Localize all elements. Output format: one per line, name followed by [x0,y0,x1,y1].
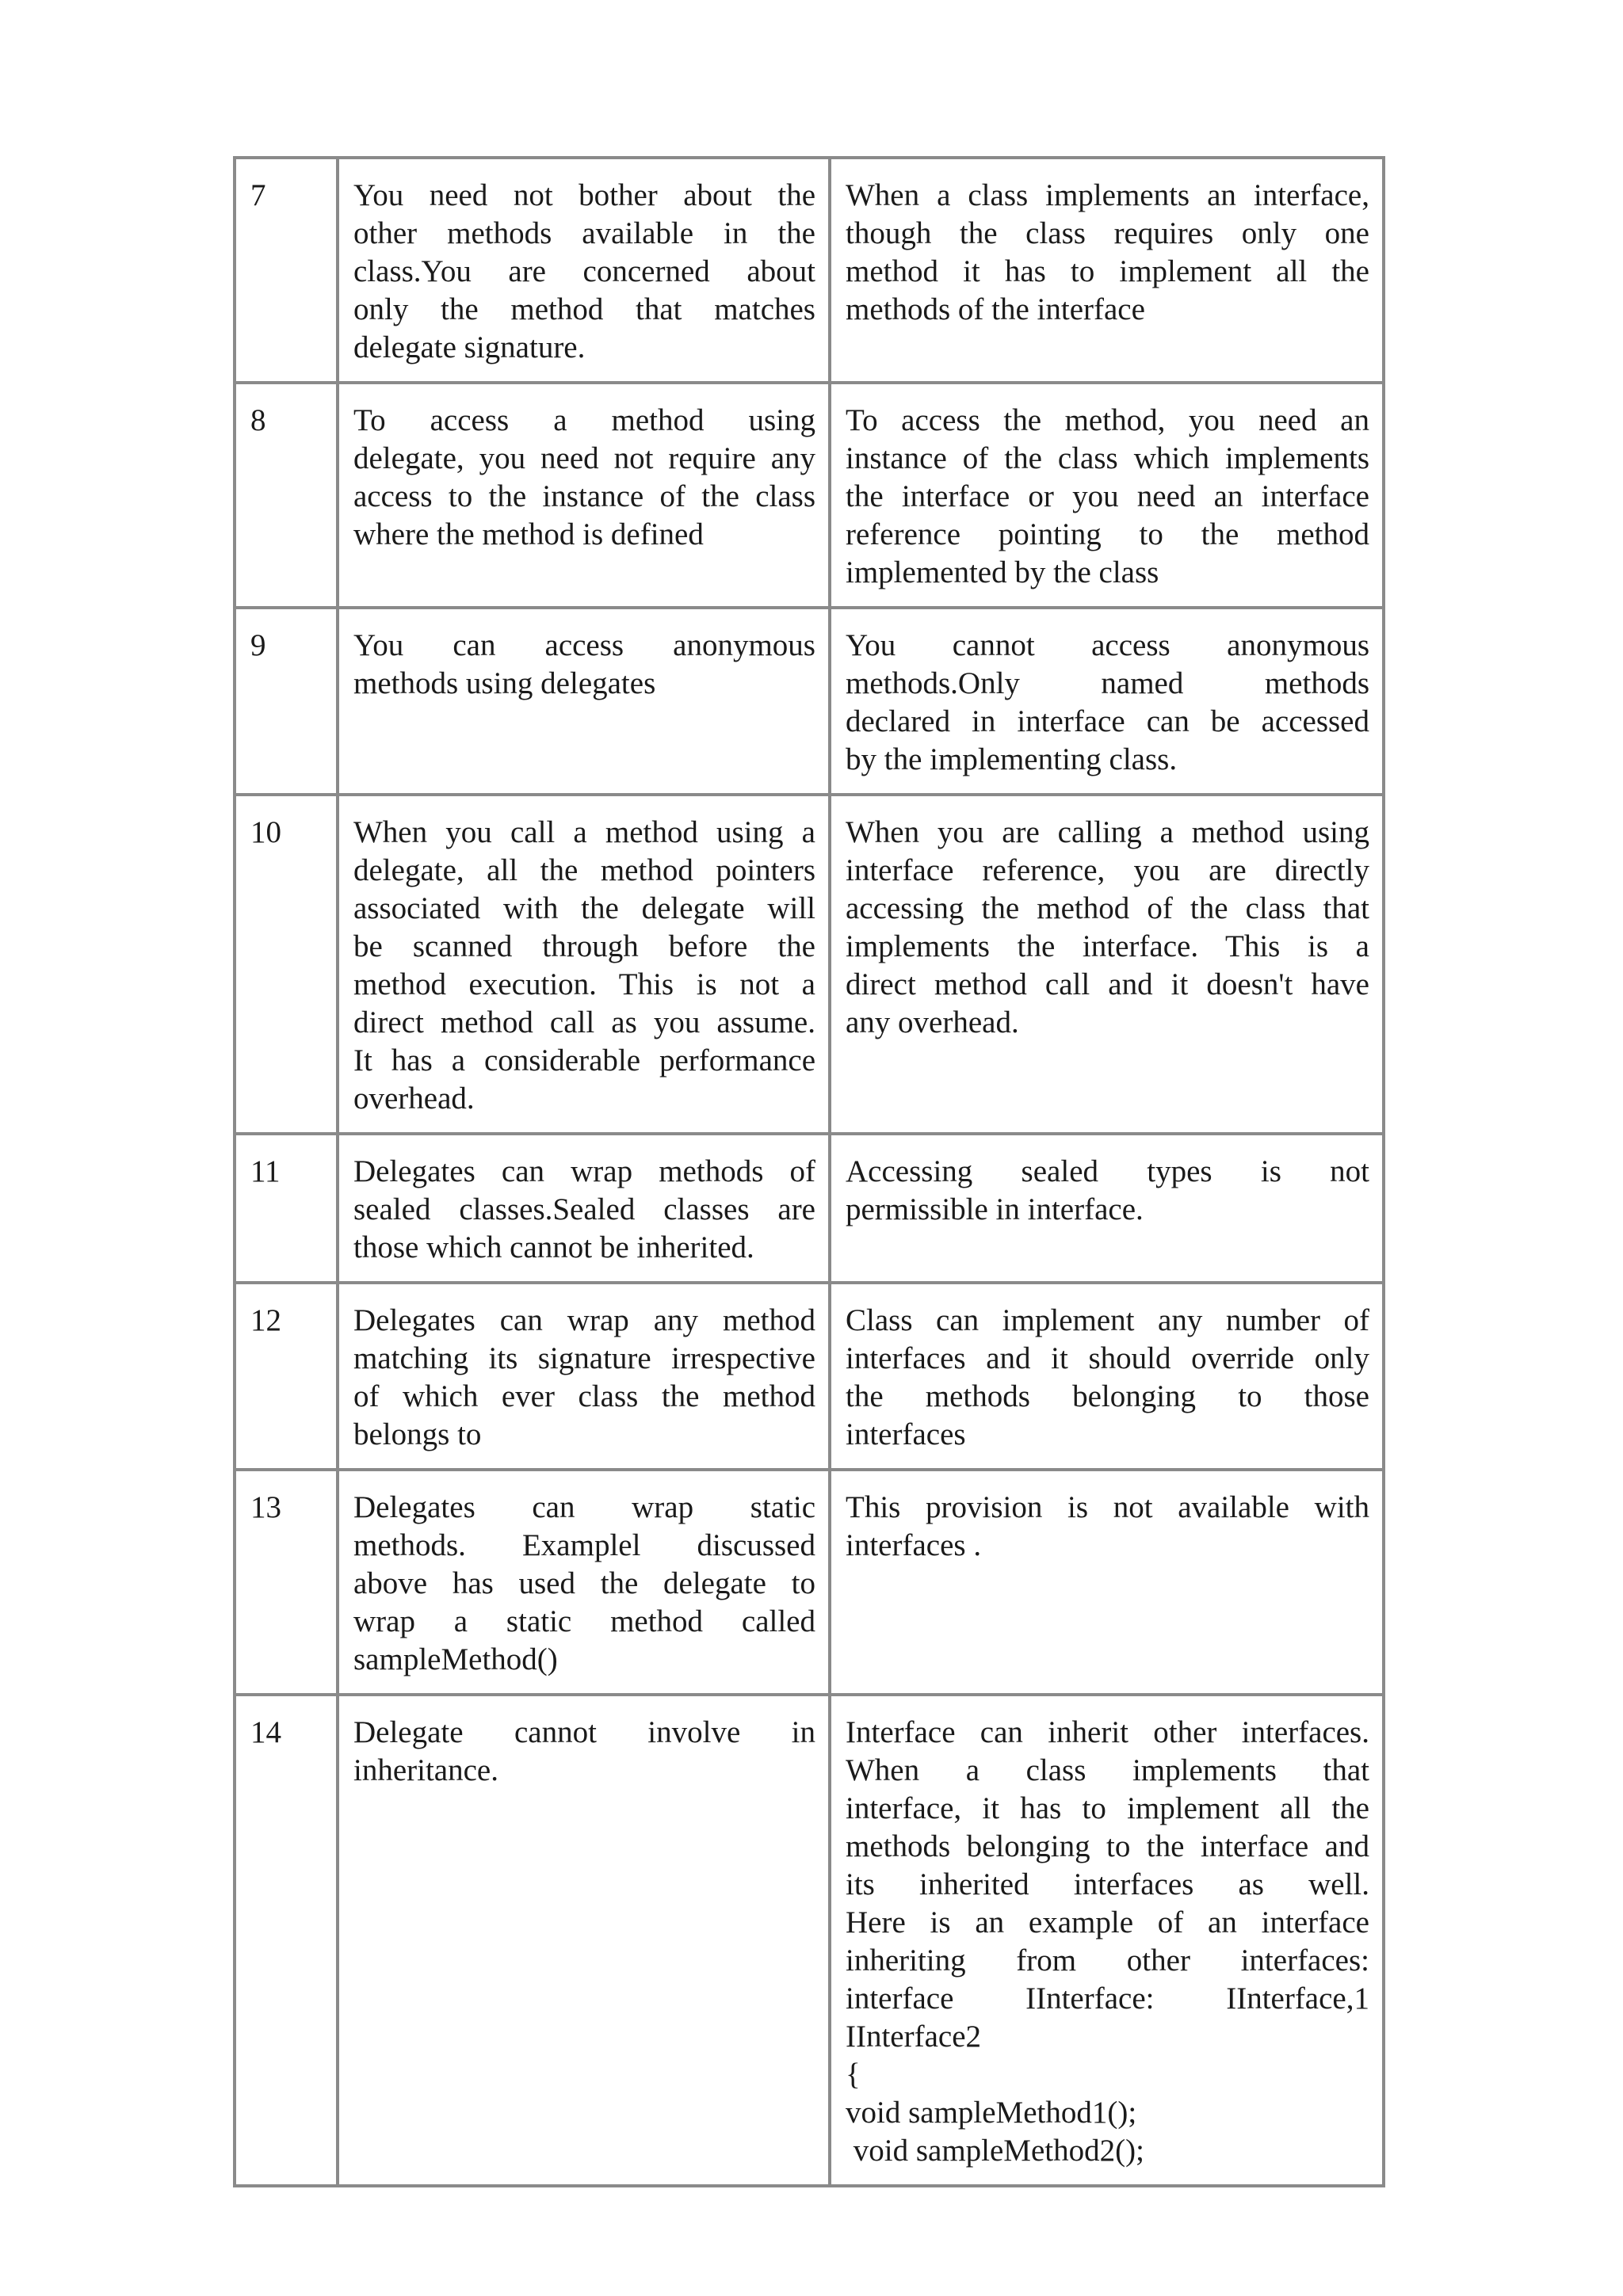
row-number-cell: 11 [235,1134,338,1283]
text-line: You can access anonymous [353,628,815,662]
table-row [235,1470,1384,1695]
interface-cell [830,608,1384,795]
text-line: You cannot access anonymous [846,628,1369,662]
interface-cell [830,1134,1384,1283]
table-row [235,158,1384,383]
delegate-cell [338,1695,830,2186]
text-line: interfaces [846,1417,966,1451]
text-line: Class can implement any number of [846,1303,1369,1337]
text-line: interfaces . [846,1528,982,1562]
interface-cell [830,1283,1384,1470]
text-line: IInterface2 [846,2019,982,2054]
text-line: implements the interface. This is a [846,929,1369,963]
text-line: by the implementing class. [846,742,1178,776]
text-line: its inherited interfaces as well. [846,1867,1369,1901]
code-line: void sampleMethod1(); [846,2096,1137,2130]
text-line: Delegates can wrap static [353,1490,815,1524]
table-row [235,1134,1384,1283]
text-line: of which ever class the method [353,1379,815,1413]
delegate-cell [338,795,830,1134]
text-line: This provision is not available with [846,1490,1369,1524]
delegate-cell [338,383,830,608]
text-line: class.You are concerned about [353,254,815,288]
text-line: declared in interface can be accessed [846,704,1369,738]
text-line: It has a considerable performance [353,1043,815,1077]
text-line: overhead. [353,1081,475,1116]
text-line: the interface or you need an interface [846,479,1369,513]
text-line: methods.Only named methods [846,666,1369,700]
text-line: methods of the interface [846,292,1145,326]
text-line: matching its signature irrespective [353,1341,815,1375]
text-line: delegate, all the method pointers [353,853,815,887]
text-line: interface, it has to implement all the [846,1791,1369,1825]
text-line: the methods belonging to those [846,1379,1369,1413]
text-line: inheriting from other interfaces: [846,1943,1369,1978]
text-line: Delegates can wrap any method [353,1303,815,1337]
text-line: any overhead. [846,1005,1019,1039]
text-line: methods using delegates [353,666,656,700]
table-row [235,795,1384,1134]
text-line: interfaces and it should override only [846,1341,1369,1375]
delegate-cell [338,1134,830,1283]
interface-cell [830,383,1384,608]
text-line: access to the instance of the class [353,479,815,513]
text-line: interface reference, you are directly [846,853,1369,887]
text-line: direct method call as you assume. [353,1005,815,1039]
text-line: When a class implements an interface, [846,178,1369,212]
row-number-cell: 8 [235,383,338,608]
text-line: When you call a method using a [353,815,815,849]
text-line: though the class requires only one [846,216,1369,250]
text-line: belongs to [353,1417,482,1451]
text-line: inheritance. [353,1753,498,1787]
text-line: Interface can inherit other interfaces. [846,1715,1369,1749]
text-line: You need not bother about the [353,178,815,212]
text-line: methods. Examplel discussed [353,1528,815,1562]
text-line: sealed classes.Sealed classes are [353,1192,815,1226]
text-line: above has used the delegate to [353,1566,815,1600]
text-line: where the method is defined [353,517,704,551]
row-number-cell: 14 [235,1695,338,2186]
code-line: void sampleMethod2(); [846,2134,1144,2168]
comparison-table-body [235,158,1384,2186]
delegate-cell [338,1470,830,1695]
text-line: To access the method, you need an [846,403,1369,437]
delegate-cell [338,608,830,795]
text-line: be scanned through before the [353,929,815,963]
text-line: direct method call and it doesn't have [846,967,1369,1001]
text-line: method execution. This is not a [353,967,815,1001]
text-line: other methods available in the [353,216,815,250]
table-row [235,1695,1384,2186]
text-line: accessing the method of the class that [846,891,1369,925]
interface-cell [830,1470,1384,1695]
text-line: those which cannot be inherited. [353,1230,754,1264]
row-number-cell: 10 [235,795,338,1134]
text-line: method it has to implement all the [846,254,1369,288]
text-line: wrap a static method called [353,1604,815,1638]
table-row [235,1283,1384,1470]
code-line: { [846,2058,861,2092]
row-number-cell: 12 [235,1283,338,1470]
text-line: implemented by the class [846,555,1159,589]
text-line: When a class implements that [846,1753,1369,1787]
text-line: sampleMethod() [353,1642,558,1676]
text-line: only the method that matches [353,292,815,326]
text-line: Here is an example of an interface [846,1905,1369,1939]
text-line: When you are calling a method using [846,815,1369,849]
comparison-table [233,156,1385,2187]
delegate-cell [338,1283,830,1470]
text-line: delegate signature. [353,330,586,364]
text-line: interface IInterface: IInterface,1 [846,1981,1369,2016]
row-number-cell: 9 [235,608,338,795]
text-line: permissible in interface. [846,1192,1144,1226]
interface-cell [830,795,1384,1134]
text-line: To access a method using [353,403,815,437]
interface-cell [830,158,1384,383]
text-line: Delegate cannot involve in [353,1715,815,1749]
row-number-cell: 13 [235,1470,338,1695]
text-line: Delegates can wrap methods of [353,1154,815,1188]
delegate-cell [338,158,830,383]
text-line: reference pointing to the method [846,517,1369,551]
table-row [235,608,1384,795]
interface-cell [830,1695,1384,2186]
text-line: methods belonging to the interface and [846,1829,1369,1863]
text-line: delegate, you need not require any [353,441,815,475]
row-number-cell: 7 [235,158,338,383]
table-row [235,383,1384,608]
text-line: associated with the delegate will [353,891,815,925]
text-line: Accessing sealed types is not [846,1154,1369,1188]
text-line: instance of the class which implements [846,441,1369,475]
